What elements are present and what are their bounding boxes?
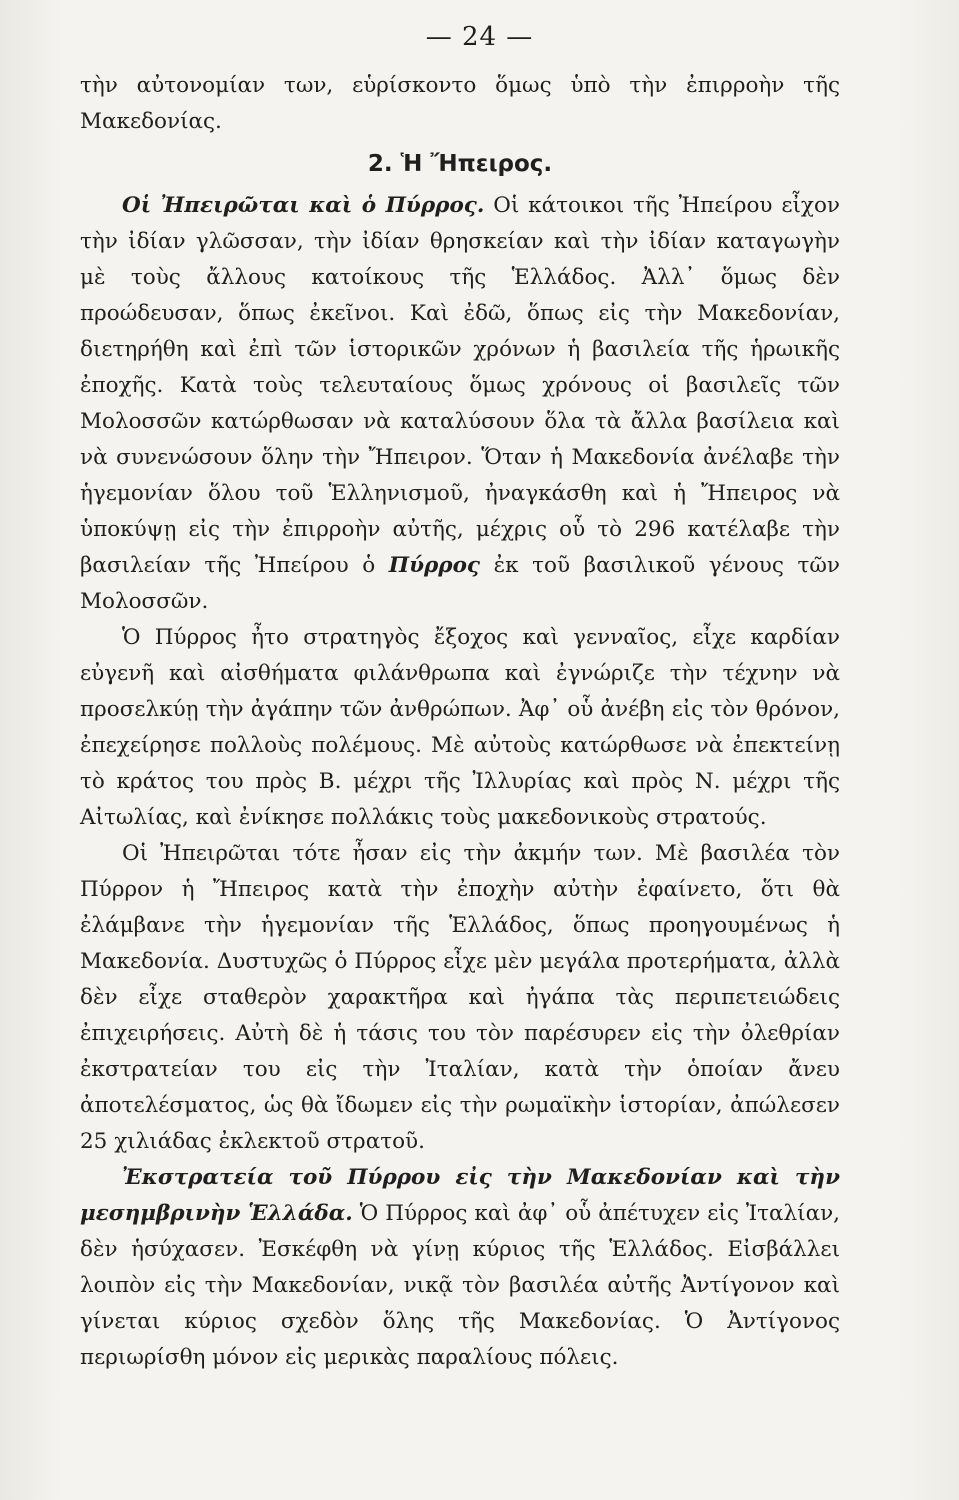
page-number: — 24 — [425, 22, 534, 52]
continuation-paragraph: τὴν αὐτονομίαν των, εὑρίσκοντο ὅμως ὑπὸ τὴν ἐπιρροὴν τῆς Μακεδονίας. [80, 73, 840, 134]
section-heading: 2. Ἡ Ἤπειρος. [367, 151, 553, 177]
paragraph-epirotes-peak: Οἱ Ἠπειρῶται τότε ἦσαν εἰς τὴν ἀκμήν των. Μὲ βασιλέα τὸν Πύρρον ἡ Ἤπειρος κατὰ τὴν ἐποχὴν αὐτὴν ἐφαίνετο, ὅτι θὰ ἐλάμβανε τὴν ἡγεμονίαν τῆς Ἑλλάδος, ὅπως προηγουμένως ἡ Μακεδονία. Δυστυχῶς ὁ Πύρρος εἶχε μὲν μεγάλα προτερήματα, ἀλλὰ δὲν εἶχε σταθερὸν χαρακτῆρα καὶ ἠγάπα τὰς περιπετειώδεις ἐπιχειρήσεις. Αὐτὴ δὲ ἡ τάσις του τὸν παρέσυρεν εἰς τὴν ὀλεθρίαν ἐκστρατείαν του εἰς τὴν Ἰταλίαν, κατὰ τὴν ὁποίαν ἄνευ ἀποτελέσματος, ὡς θὰ ἴδωμεν εἰς τὴν ρωμαϊκὴν ἱστορίαν, ἀπώλεσεν 25 χιλιάδας ἐκλεκτοῦ στρατοῦ. [80, 841, 840, 1154]
paragraph-campaign [80, 1160, 840, 1376]
paragraph-text: ἐκ τοῦ βασιλικοῦ γένους τῶν Μολοσσῶν. [80, 553, 840, 614]
paragraph-epirotes-pyrrhus [80, 188, 840, 620]
paragraph-lead-title: Ἐκστρατεία τοῦ Πύρρου εἰς τὴν Μακεδονίαν καὶ τὴν μεσημβρινὴν Ἑλλάδα. [80, 1165, 840, 1226]
paragraph-text: Οἱ κάτοικοι τῆς Ἠπείρου εἶχον τὴν ἰδίαν γλῶσσαν, τὴν ἰδίαν θρησκείαν καὶ τὴν ἰδίαν καταγωγὴν μὲ τοὺς ἄλλους κατοίκους τῆς Ἑλλάδος. Ἀλλ᾽ ὅμως δὲν προώδευσαν, ὅπως ἐκεῖνοι. Καὶ ἐδῶ, ὅπως εἰς τὴν Μακεδονίαν, διετηρήθη καὶ ἐπὶ τῶν ἱστορικῶν χρόνων ἡ βασιλεία τῆς ἡρωικῆς ἐποχῆς. Κατὰ τοὺς τελευταίους ὅμως χρόνους οἱ βασιλεῖς τῶν Μολοσσῶν κατώρθωσαν νὰ καταλύσουν ὅλα τὰ ἄλλα βασίλεια καὶ νὰ συνενώσουν ὅλην τὴν Ἤπειρον. Ὅταν ἡ Μακεδονία ἀνέλαβε τὴν ἡγεμονίαν ὅλου τοῦ Ἑλληνισμοῦ, ἠναγκάσθη καὶ ἡ Ἤπειρος νὰ ὑποκύψῃ εἰς τὴν ἐπιρροὴν αὐτῆς, μέχρις οὗ τὸ 296 κατέλαβε τὴν βασιλείαν τῆς Ἠπείρου ὁ [80, 193, 840, 578]
paragraph-text: Ὁ Πύρρος καὶ ἀφ᾽ οὗ ἀπέτυχεν εἰς Ἰταλίαν, δὲν ἡσύχασεν. Ἐσκέφθη νὰ γίνῃ κύριος τῆς Ἑλλάδος. Εἰσβάλλει λοιπὸν εἰς τὴν Μακεδονίαν, νικᾷ τὸν βασιλέα αὐτῆς Ἀντίγονον καὶ γίνεται κύριος σχεδὸν ὅλης τῆς Μακεδονίας. Ὁ Ἀντίγονος περιωρίσθη μόνον εἰς μερικὰς παραλίους πόλεις. [80, 1201, 840, 1370]
pyrrhus-name: Πύρρος [388, 553, 481, 578]
body-text [80, 68, 840, 1376]
paragraph-pyrrhus-character: Ὁ Πύρρος ἦτο στρατηγὸς ἔξοχος καὶ γενναῖος, εἶχε καρδίαν εὐγενῆ καὶ αἰσθήματα φιλάνθρωπα καὶ ἐγνώριζε τὴν τέχνην νὰ προσελκύῃ τὴν ἀγάπην τῶν ἀνθρώπων. Ἀφ᾽ οὗ ἀνέβη εἰς τὸν θρόνον, ἐπεχείρησε πολλοὺς πολέμους. Μὲ αὐτοὺς κατώρθωσε νὰ ἐπεκτείνῃ τὸ κράτος του πρὸς Β. μέχρι τῆς Ἰλλυρίας καὶ πρὸς Ν. μέχρι τῆς Αἰτωλίας, καὶ ἐνίκησε πολλάκις τοὺς μακεδονικοὺς στρατούς. [80, 625, 840, 830]
paragraph-lead-title: Οἱ Ἠπειρῶται καὶ ὁ Πύρρος. [122, 193, 485, 218]
